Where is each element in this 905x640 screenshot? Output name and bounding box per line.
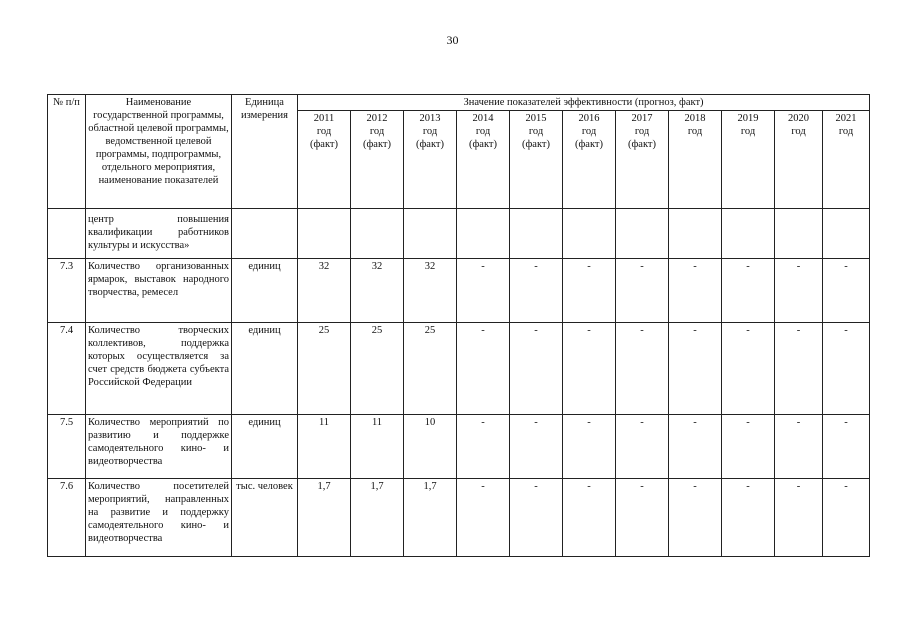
header-year-l3: (факт) xyxy=(468,139,497,150)
row-value-2014: - xyxy=(457,479,510,557)
row-value-2018: - xyxy=(669,323,722,415)
row-value-2020: - xyxy=(775,415,823,479)
header-year-l3: (факт) xyxy=(309,139,338,150)
header-year-l2: год xyxy=(740,126,756,137)
row-value-2021: - xyxy=(823,259,870,323)
header-values-title: Значение показателей эффективности (прогноз, факт) xyxy=(298,95,870,111)
continuation-unit xyxy=(232,209,298,259)
indicators-table xyxy=(47,94,870,557)
table-row xyxy=(48,323,870,415)
row-value-2013: 25 xyxy=(404,323,457,415)
header-year-year: 2019 xyxy=(737,113,759,124)
header-year-l3: (факт) xyxy=(574,139,603,150)
row-value-2014: - xyxy=(457,415,510,479)
row-value-2012: 1,7 xyxy=(351,479,404,557)
row-name: Количество творческих коллективов, поддержка которых осуществляется за счет средств бюджета субъекта Российской Федерации xyxy=(86,323,232,415)
row-value-2019: - xyxy=(722,479,775,557)
row-value-2011: 1,7 xyxy=(298,479,351,557)
row-name: Количество мероприятий по развитию и поддержке самодеятельного кино- и видеотворчества xyxy=(86,415,232,479)
header-year-2021 xyxy=(823,111,870,209)
header-year-l2: год xyxy=(581,126,597,137)
header-row-1 xyxy=(48,95,870,111)
row-value-2013: 32 xyxy=(404,259,457,323)
table-row xyxy=(48,415,870,479)
row-value-2016: - xyxy=(563,323,616,415)
row-value-2020: - xyxy=(775,323,823,415)
row-value-2019: - xyxy=(722,259,775,323)
row-value-2017: - xyxy=(616,479,669,557)
header-year-l2: год xyxy=(475,126,491,137)
row-value-2011: 25 xyxy=(298,323,351,415)
row-value-2015: - xyxy=(510,259,563,323)
row-value-2020: - xyxy=(775,259,823,323)
row-value-2016: - xyxy=(563,259,616,323)
row-value-2016: - xyxy=(563,415,616,479)
row-unit: единиц xyxy=(232,323,298,415)
header-year-l3: (факт) xyxy=(627,139,656,150)
header-year-2014 xyxy=(457,111,510,209)
header-year-year: 2011 xyxy=(313,113,335,124)
table-row xyxy=(48,259,870,323)
row-value-2016: - xyxy=(563,479,616,557)
row-value-2017: - xyxy=(616,415,669,479)
header-year-year: 2016 xyxy=(578,113,600,124)
header-num: № п/п xyxy=(48,95,86,209)
header-year-2015 xyxy=(510,111,563,209)
header-year-2017 xyxy=(616,111,669,209)
header-year-l2: год xyxy=(838,126,854,137)
header-year-year: 2014 xyxy=(472,113,494,124)
row-name: Количество посетителей мероприятий, направленных на развитие и поддержку самодеятельного кино- и видеотворчества xyxy=(86,479,232,557)
header-year-year: 2013 xyxy=(419,113,441,124)
page-number: 30 xyxy=(446,33,459,47)
row-value-2013: 1,7 xyxy=(404,479,457,557)
header-name: Наименование государственной программы, областной целевой программы, ведомственной целевой программы, подпрограммы, отдельного мероприятия, наименование показателей xyxy=(86,95,232,209)
header-year-2019 xyxy=(722,111,775,209)
row-value-2021: - xyxy=(823,323,870,415)
row-value-2015: - xyxy=(510,415,563,479)
header-year-year: 2012 xyxy=(366,113,388,124)
row-value-2011: 32 xyxy=(298,259,351,323)
continuation-num xyxy=(48,209,86,259)
continuation-row xyxy=(48,209,870,259)
header-year-l3: (факт) xyxy=(415,139,444,150)
row-value-2012: 11 xyxy=(351,415,404,479)
header-year-l2: год xyxy=(422,126,438,137)
row-value-2018: - xyxy=(669,259,722,323)
header-year-year: 2021 xyxy=(835,113,857,124)
header-year-l3: (факт) xyxy=(521,139,550,150)
row-value-2019: - xyxy=(722,323,775,415)
header-year-l2: год xyxy=(528,126,544,137)
row-num: 7.3 xyxy=(48,259,86,323)
header-year-2012 xyxy=(351,111,404,209)
row-num: 7.6 xyxy=(48,479,86,557)
header-unit: Единица измерения xyxy=(232,95,298,209)
header-year-2018 xyxy=(669,111,722,209)
header-year-2016 xyxy=(563,111,616,209)
row-value-2017: - xyxy=(616,323,669,415)
header-year-2020 xyxy=(775,111,823,209)
row-value-2021: - xyxy=(823,415,870,479)
row-value-2012: 25 xyxy=(351,323,404,415)
header-year-l2: год xyxy=(634,126,650,137)
header-year-l3: (факт) xyxy=(362,139,391,150)
header-year-year: 2015 xyxy=(525,113,547,124)
row-value-2017: - xyxy=(616,259,669,323)
row-value-2015: - xyxy=(510,323,563,415)
row-num: 7.5 xyxy=(48,415,86,479)
row-value-2019: - xyxy=(722,415,775,479)
header-year-year: 2018 xyxy=(684,113,706,124)
row-value-2021: - xyxy=(823,479,870,557)
row-value-2013: 10 xyxy=(404,415,457,479)
row-value-2018: - xyxy=(669,479,722,557)
row-value-2014: - xyxy=(457,259,510,323)
header-year-l2: год xyxy=(316,126,332,137)
row-value-2015: - xyxy=(510,479,563,557)
row-unit: единиц xyxy=(232,415,298,479)
header-year-l2: год xyxy=(687,126,703,137)
row-unit: тыс. человек xyxy=(232,479,298,557)
row-value-2012: 32 xyxy=(351,259,404,323)
header-year-year: 2017 xyxy=(631,113,653,124)
row-value-2020: - xyxy=(775,479,823,557)
header-year-2013 xyxy=(404,111,457,209)
continuation-name: центр повышения квалификации работников культуры и искусства» xyxy=(86,209,232,259)
row-value-2018: - xyxy=(669,415,722,479)
row-num: 7.4 xyxy=(48,323,86,415)
table-row xyxy=(48,479,870,557)
row-unit: единиц xyxy=(232,259,298,323)
header-year-l2: год xyxy=(791,126,806,137)
header-year-l2: год xyxy=(369,126,385,137)
header-year-year: 2020 xyxy=(788,113,809,124)
row-value-2011: 11 xyxy=(298,415,351,479)
header-year-2011 xyxy=(298,111,351,209)
row-name: Количество организованных ярмарок, выставок народного творчества, ремесел xyxy=(86,259,232,323)
row-value-2014: - xyxy=(457,323,510,415)
